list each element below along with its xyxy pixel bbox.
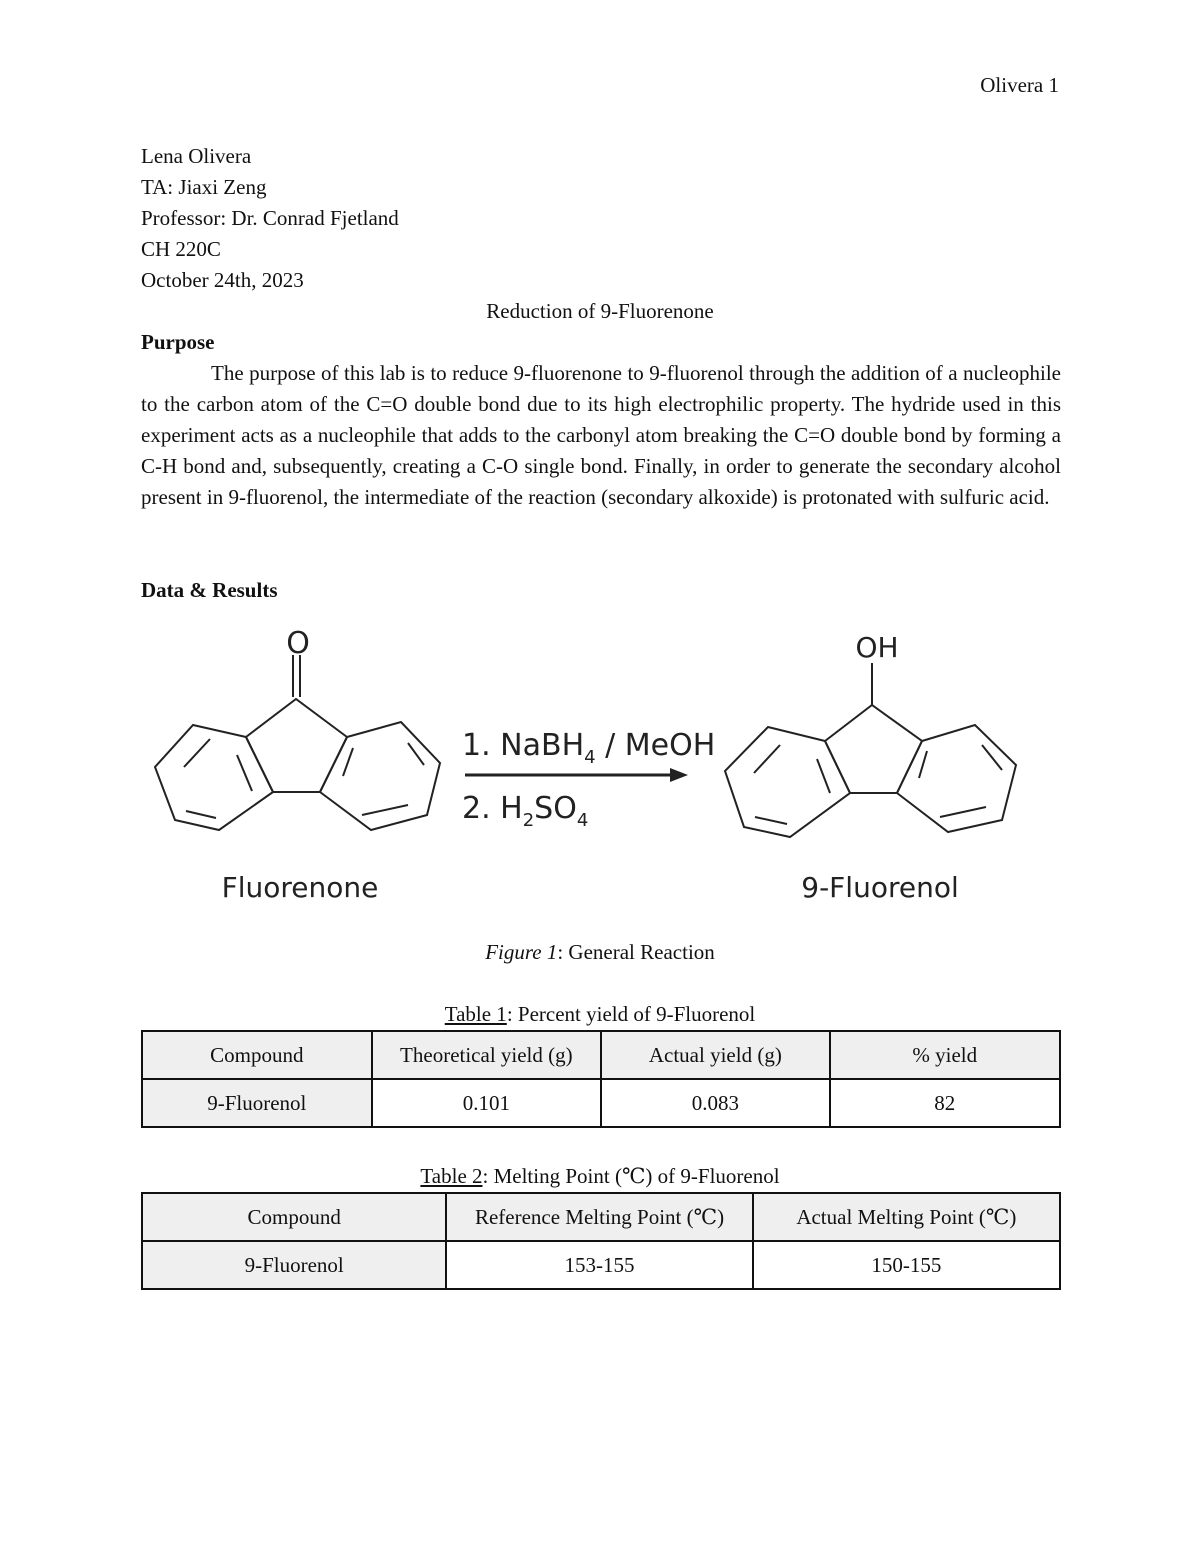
purpose-paragraph [141, 358, 1061, 513]
course-code: CH 220C [141, 237, 221, 261]
reaction-figure [140, 615, 1040, 915]
fluorenone-structure [155, 655, 440, 830]
author-name: Lena Olivera [141, 144, 252, 168]
product-name: 9-Fluorenol [801, 871, 959, 904]
step1-reagent: 1. NaBH$_4$ / MeOH [462, 728, 716, 768]
table-cell: 150-155 [753, 1241, 1060, 1289]
reactant-name: Fluorenone [221, 871, 379, 904]
step2-reagent: 2. $H_2SO_4$ [462, 791, 589, 831]
table-header-cell: % yield [830, 1031, 1060, 1079]
table1-caption-text: : Percent yield of 9-Fluorenol [506, 1002, 756, 1026]
table1-label: Table 1 [444, 1002, 507, 1026]
table-header-row [142, 1193, 1060, 1241]
table1-caption [0, 999, 1200, 1030]
table-cell: 0.083 [601, 1079, 829, 1127]
table-header-cell: Compound [142, 1193, 446, 1241]
table-cell: 9-Fluorenol [142, 1241, 446, 1289]
table-cell: 9-Fluorenol [142, 1079, 372, 1127]
table-cell: 82 [830, 1079, 1060, 1127]
table2-caption-text: : Melting Point (℃) of 9-Fluorenol [482, 1164, 780, 1188]
professor-name: Professor: Dr. Conrad Fjetland [141, 206, 399, 230]
oxygen-atom-label: O [286, 626, 310, 661]
table-header-cell: Actual yield (g) [601, 1031, 829, 1079]
document-title: Reduction of 9-Fluorenone [486, 299, 714, 323]
report-date: October 24th, 2023 [141, 268, 304, 292]
hydroxyl-label: OH [855, 631, 899, 664]
melting-point-table [141, 1192, 1061, 1290]
purpose-heading: Purpose [141, 330, 215, 354]
table-header-cell: Reference Melting Point (℃) [446, 1193, 752, 1241]
table-cell: 0.101 [372, 1079, 602, 1127]
table-header-cell: Compound [142, 1031, 372, 1079]
purpose-text: The purpose of this lab is to reduce 9-fluorenone to 9-fluorenol through the addition of a nucleophile to the carbon atom of the C=O double bond due to its high electrophilic property. The hydride used in this experiment acts as a nucleophile that adds to the carbonyl atom breaking the C=O double bond by forming a C-H bond and, subsequently, creating a C-O single bond. Finally, in order to generate the secondary alcohol present in 9-fluorenol, the intermediate of the reaction (secondary alkoxide) is protonated with sulfuric acid. [141, 361, 1061, 509]
ta-name: TA: Jiaxi Zeng [141, 175, 267, 199]
figure-caption-label: Figure 1 [485, 940, 558, 964]
figure-caption [0, 937, 1200, 968]
page-header: Olivera 1 [980, 73, 1059, 97]
table-header-cell: Actual Melting Point (℃) [753, 1193, 1060, 1241]
yield-table [141, 1030, 1061, 1128]
table-cell: 153-155 [446, 1241, 752, 1289]
reaction-arrow-head [670, 768, 688, 782]
table-row [142, 1079, 1060, 1127]
results-heading: Data & Results [141, 578, 278, 602]
table-row [142, 1241, 1060, 1289]
figure-caption-text: : General Reaction [557, 940, 715, 964]
table2-caption [0, 1161, 1200, 1192]
fluorenol-structure [725, 663, 1016, 837]
table-header-cell: Theoretical yield (g) [372, 1031, 602, 1079]
table-header-row [142, 1031, 1060, 1079]
table2-label: Table 2 [420, 1164, 483, 1188]
